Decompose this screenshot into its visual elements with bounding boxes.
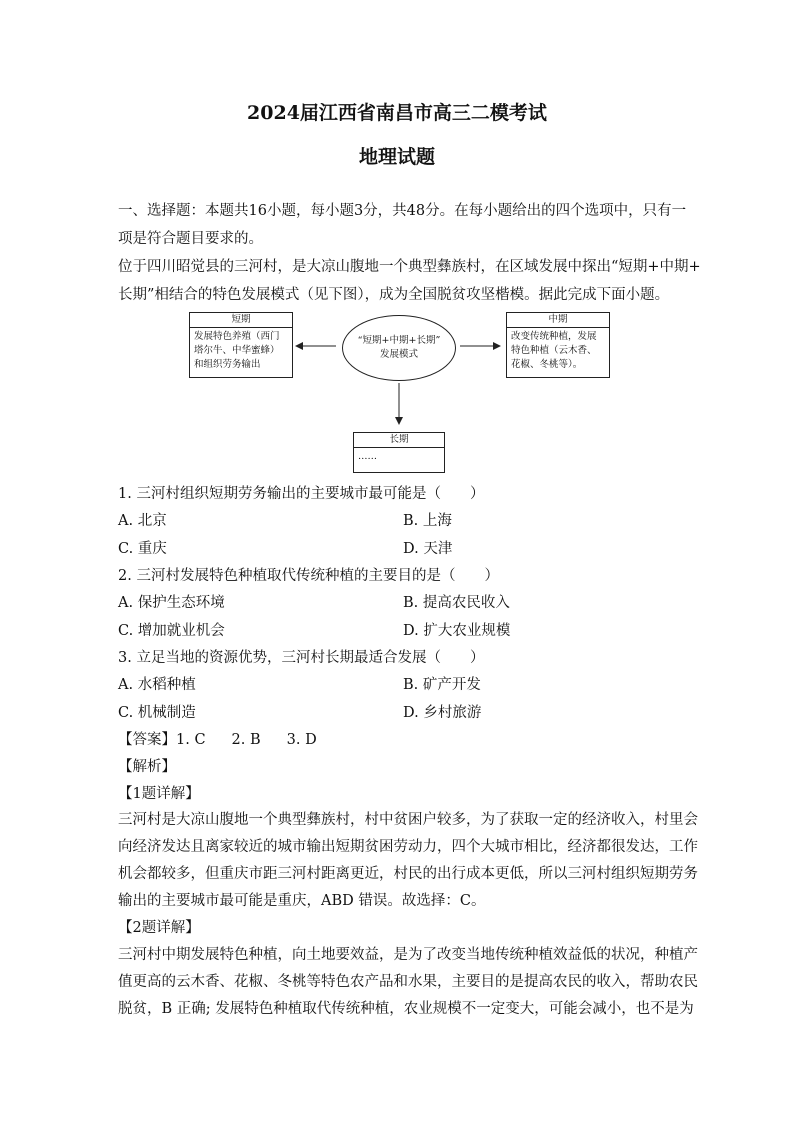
answer-1: 1. C bbox=[176, 732, 206, 748]
short-term-box bbox=[189, 312, 293, 378]
q1-analysis-line-3: 机会都较多，但重庆市距三河村距离更近，村民的出行成本更低，所以三河村组织短期劳务 bbox=[118, 866, 698, 882]
question-2-option-b: B. 提高农民收入 bbox=[403, 595, 510, 611]
question-1-option-b: B. 上海 bbox=[403, 513, 452, 529]
material-line-2: 长期”相结合的特色发展模式（见下图），成为全国脱贫攻坚楷模。据此完成下面小题。 bbox=[118, 287, 670, 303]
question-3-option-a: A. 水稻种植 bbox=[118, 677, 196, 693]
q1-analysis-line-1: 三河村是大凉山腹地一个典型彝族村，村中贫困户较多，为了获取一定的经济收入，村里会 bbox=[118, 812, 698, 828]
question-2-option-a: A. 保护生态环境 bbox=[118, 595, 225, 611]
question-2-option-c: C. 增加就业机会 bbox=[118, 623, 225, 639]
section-instruction-line-2: 项是符合题目要求的。 bbox=[118, 231, 263, 247]
question-1-option-c: C. 重庆 bbox=[118, 541, 167, 557]
answer-label: 【答案】 bbox=[118, 732, 176, 748]
q2-analysis-line-3: 脱贫，B 正确; 发展特色种植取代传统种植，农业规模不一定变大，可能会减小，也不是为 bbox=[118, 1001, 694, 1017]
long-term-title: 长期 bbox=[354, 433, 444, 448]
q2-analysis-line-1: 三河村中期发展特色种植，向土地要效益，是为了改变当地传统种植效益低的状况，种植产 bbox=[118, 947, 698, 963]
question-1-stem: 1. 三河村组织短期劳务输出的主要城市最可能是（ ） bbox=[118, 486, 485, 502]
question-2-stem: 2. 三河村发展特色种植取代传统种植的主要目的是（ ） bbox=[118, 568, 499, 584]
center-mode-line-1: “短期+中期+长期” bbox=[357, 335, 441, 346]
question-3-option-d: D. 乡村旅游 bbox=[403, 705, 482, 721]
center-mode-line-2: 发展模式 bbox=[379, 349, 418, 360]
analysis-label: 【解析】 bbox=[118, 759, 176, 775]
long-term-box bbox=[353, 432, 445, 473]
short-term-title: 短期 bbox=[190, 313, 292, 328]
section-instruction-line-1: 一、选择题：本题共16小题，每小题3分，共48分。在每小题给出的四个选项中，只有一 bbox=[118, 203, 687, 219]
long-term-text: …… bbox=[358, 451, 377, 462]
material-line-1: 位于四川昭觉县的三河村，是大凉山腹地一个典型彝族村，在区域发展中探出“短期+中期+ bbox=[118, 259, 701, 275]
answer-2: 2. B bbox=[231, 732, 261, 748]
question-3-stem: 3. 立足当地的资源优势，三河村长期最适合发展（ ） bbox=[118, 650, 485, 666]
question-1-option-a: A. 北京 bbox=[118, 513, 167, 529]
q1-analysis-line-4: 输出的主要城市最可能是重庆，ABD 错误。故选择：C。 bbox=[118, 893, 486, 909]
mid-term-text: 改变传统种植，发展特色种植（云木香、花椒、冬桃等）。 bbox=[511, 331, 597, 370]
mid-term-title: 中期 bbox=[507, 313, 609, 328]
question-3-option-b: B. 矿产开发 bbox=[403, 677, 481, 693]
q2-analysis-label: 【2题详解】 bbox=[118, 920, 200, 936]
question-1-option-d: D. 天津 bbox=[403, 541, 453, 557]
q1-analysis-label: 【1题详解】 bbox=[118, 786, 200, 802]
q1-analysis-line-2: 向经济发达且离家较近的城市输出短期贫困劳动力，四个大城市相比，经济都很发达，工作 bbox=[118, 839, 698, 855]
answer-row bbox=[118, 728, 317, 749]
q2-analysis-line-2: 值更高的云木香、花椒、冬桃等特色农产品和水果，主要目的是提高农民的收入，帮助农民 bbox=[118, 974, 698, 990]
short-term-text: 发展特色养殖（西门塔尔牛、中华蜜蜂）和组织劳务输出 bbox=[194, 331, 280, 370]
exam-title: 2024届江西省南昌市高三二模考试 bbox=[247, 102, 547, 124]
answer-3: 3. D bbox=[286, 732, 317, 748]
question-2-option-d: D. 扩大农业规模 bbox=[403, 623, 511, 639]
center-mode-ellipse bbox=[342, 315, 456, 381]
mid-term-box bbox=[506, 312, 610, 378]
question-3-option-c: C. 机械制造 bbox=[118, 705, 196, 721]
subject-title: 地理试题 bbox=[358, 146, 435, 168]
